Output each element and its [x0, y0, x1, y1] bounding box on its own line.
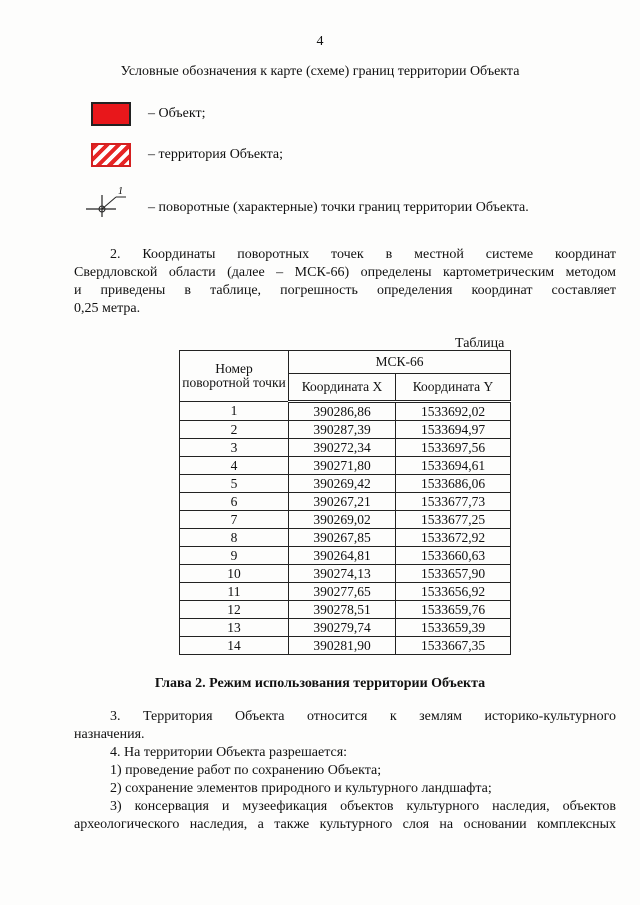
point-number-cell: 14 — [180, 637, 289, 655]
legend-item-points: – поворотные (характерные) точки границ территории Объекта. — [148, 200, 529, 215]
chapter-line-3: 4. На территории Объекта разрешается: — [110, 745, 348, 760]
point-number-cell: 2 — [180, 421, 289, 439]
chapter-line-4: 1) проведение работ по сохранению Объекта; — [110, 763, 382, 778]
chapter-line-6: 3) консервация и музеефикация объектов культурного наследия, объектов — [110, 799, 616, 814]
coord-y-cell: 1533694,97 — [396, 421, 511, 439]
table-row — [180, 493, 511, 511]
para2-line1: 2. Координаты поворотных точек в местной системе координат — [110, 247, 616, 262]
para2-line2: Свердловской области (далее – МСК-66) определены картометрическим методом — [74, 265, 616, 280]
coord-y-cell: 1533659,76 — [396, 601, 511, 619]
chapter-line-7: археологического наследия, а также культурного слоя на основании комплексных — [74, 817, 616, 832]
chapter-line-2: назначения. — [74, 727, 145, 742]
point-number-cell: 6 — [180, 493, 289, 511]
coord-x-cell: 390277,65 — [289, 583, 396, 601]
coord-x-cell: 390287,39 — [289, 421, 396, 439]
table-row — [180, 457, 511, 475]
table-row — [180, 402, 511, 421]
coord-y-cell: 1533677,25 — [396, 511, 511, 529]
chapter-title: Глава 2. Режим использования территории Объекта — [154, 676, 486, 691]
table-caption: Таблица — [455, 336, 505, 351]
coord-x-cell: 390264,81 — [289, 547, 396, 565]
table-row — [180, 583, 511, 601]
coord-x-cell: 390274,13 — [289, 565, 396, 583]
coord-x-cell: 390269,42 — [289, 475, 396, 493]
point-number-cell: 3 — [180, 439, 289, 457]
point-number-cell: 13 — [180, 619, 289, 637]
point-number-cell: 1 — [180, 402, 289, 421]
coord-x-cell: 390278,51 — [289, 601, 396, 619]
table-row — [180, 547, 511, 565]
object-legend-swatch — [91, 102, 131, 126]
coord-y-cell: 1533656,92 — [396, 583, 511, 601]
coord-y-cell: 1533667,35 — [396, 637, 511, 655]
coord-y-cell: 1533697,56 — [396, 439, 511, 457]
page-number: 4 — [316, 34, 324, 49]
coord-y-cell: 1533692,02 — [396, 402, 511, 421]
table-row — [180, 475, 511, 493]
coord-y-cell: 1533659,39 — [396, 619, 511, 637]
coord-x-cell: 390286,86 — [289, 402, 396, 421]
coord-y-cell: 1533672,92 — [396, 529, 511, 547]
coord-y-cell: 1533660,63 — [396, 547, 511, 565]
point-number-cell: 7 — [180, 511, 289, 529]
point-number-cell: 11 — [180, 583, 289, 601]
coord-x-cell: 390267,85 — [289, 529, 396, 547]
coordinates-table — [179, 350, 511, 655]
legend-title: Условные обозначения к карте (схеме) границ территории Объекта — [120, 64, 520, 79]
header-coord-y: Координата Y — [396, 374, 511, 402]
para2-line4: 0,25 метра. — [74, 301, 141, 316]
legend-item-territory: – территория Объекта; — [148, 147, 284, 162]
table-row — [180, 511, 511, 529]
chapter-line-1: 3. Территория Объекта относится к землям историко-культурного — [110, 709, 616, 724]
point-number-cell: 8 — [180, 529, 289, 547]
table-row — [180, 529, 511, 547]
table-row — [180, 565, 511, 583]
coord-y-cell: 1533686,06 — [396, 475, 511, 493]
coord-x-cell: 390271,80 — [289, 457, 396, 475]
para2-line3: и приведены в таблице, погрешность определения координат составляет — [74, 283, 616, 298]
point-number-cell: 5 — [180, 475, 289, 493]
coord-x-cell: 390267,21 — [289, 493, 396, 511]
coordinates-table-body — [180, 402, 511, 655]
coord-y-cell: 1533677,73 — [396, 493, 511, 511]
point-label: 1 — [118, 186, 123, 197]
coord-x-cell: 390272,34 — [289, 439, 396, 457]
coord-y-cell: 1533694,61 — [396, 457, 511, 475]
table-row — [180, 601, 511, 619]
turning-point-symbol-icon — [84, 183, 134, 219]
table-row — [180, 421, 511, 439]
legend-item-object: – Объект; — [148, 106, 206, 121]
point-number-cell: 10 — [180, 565, 289, 583]
chapter-line-5: 2) сохранение элементов природного и культурного ландшафта; — [110, 781, 492, 796]
coord-x-cell: 390281,90 — [289, 637, 396, 655]
header-coord-x: Координата X — [289, 374, 396, 402]
point-number-cell: 12 — [180, 601, 289, 619]
header-msk66: МСК-66 — [289, 351, 511, 374]
table-row — [180, 439, 511, 457]
point-number-cell: 4 — [180, 457, 289, 475]
table-row — [180, 619, 511, 637]
header-point-number: Номер поворотной точки — [180, 351, 289, 402]
coord-x-cell: 390279,74 — [289, 619, 396, 637]
point-number-cell: 9 — [180, 547, 289, 565]
table-row — [180, 637, 511, 655]
coord-y-cell: 1533657,90 — [396, 565, 511, 583]
territory-legend-swatch — [91, 143, 131, 167]
coord-x-cell: 390269,02 — [289, 511, 396, 529]
